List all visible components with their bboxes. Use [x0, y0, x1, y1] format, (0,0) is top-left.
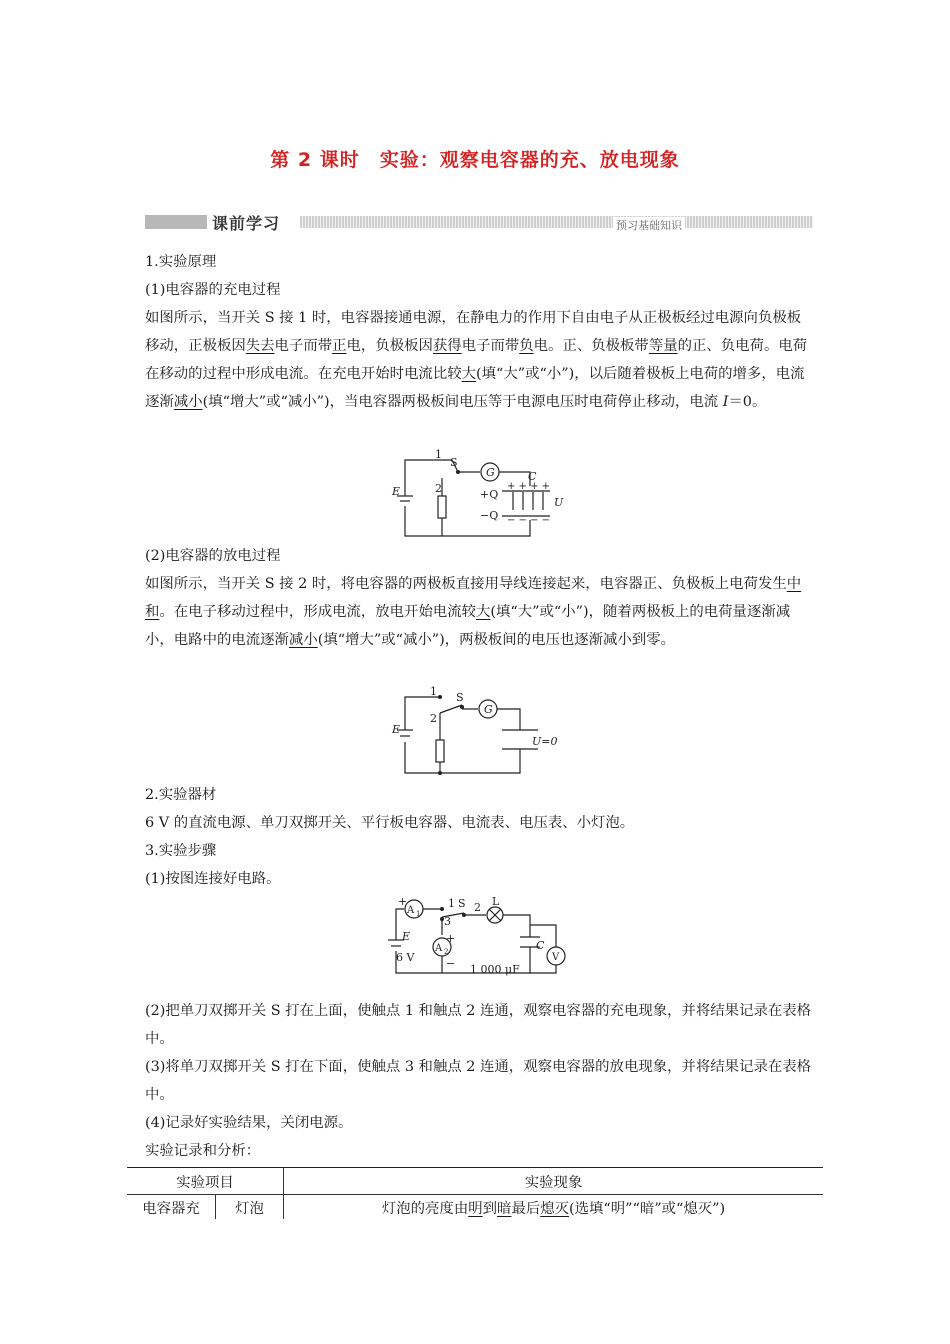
- banner-label: 课前学习: [212, 214, 281, 233]
- section-heading: 2.实验器材: [145, 787, 217, 803]
- svg-text:E: E: [402, 930, 411, 943]
- banner-bar-right: [300, 216, 813, 232]
- record-label: 实验记录和分析：: [145, 1143, 261, 1159]
- table-header: 实验现象: [284, 1168, 824, 1195]
- record-table: [127, 1167, 823, 1219]
- step-3: (3)将单刀双掷开关 S 打在下面，使触点 3 和触点 2 连通，观察电容器的放电现象，并将结果记录在表格中。: [145, 1059, 812, 1103]
- svg-text:2: 2: [474, 901, 481, 914]
- svg-text:2: 2: [430, 712, 437, 725]
- charging-circuit-diagram: [380, 448, 570, 540]
- svg-text:G: G: [486, 466, 495, 479]
- svg-text:1 000 μF: 1 000 μF: [470, 963, 520, 976]
- svg-text:− − − −: − − − −: [507, 515, 551, 526]
- equipment-section: [145, 781, 815, 893]
- svg-text:+: +: [398, 895, 408, 908]
- table-header: 实验项目: [127, 1168, 284, 1195]
- svg-text:A: A: [435, 943, 443, 954]
- table-row: [127, 1195, 823, 1220]
- svg-text:1: 1: [448, 897, 455, 910]
- step-4: (4)记录好实验结果，关闭电源。: [145, 1115, 353, 1131]
- svg-text:−: −: [446, 957, 456, 970]
- discharge-section: [145, 542, 815, 654]
- svg-text:U: U: [554, 496, 564, 509]
- svg-text:C: C: [536, 939, 545, 952]
- svg-text:+: +: [446, 932, 456, 945]
- step-1: (1)按图连接好电路。: [145, 871, 281, 887]
- section-heading: 3.实验步骤: [145, 843, 217, 859]
- svg-text:S: S: [458, 897, 466, 910]
- steps-section: [145, 997, 815, 1165]
- table-header-row: [127, 1168, 823, 1195]
- banner-subtitle: 预习基础知识: [613, 217, 685, 233]
- table-cell: 灯泡的亮度由明到暗最后熄灭(选填“明”“暗”或“熄灭”): [284, 1195, 824, 1220]
- svg-text:G: G: [484, 703, 493, 716]
- svg-text:2: 2: [444, 948, 449, 956]
- banner-bar-left: [145, 215, 207, 229]
- svg-text:+Q: +Q: [480, 488, 499, 501]
- svg-text:+ + + +: + + + +: [507, 481, 551, 492]
- svg-text:1: 1: [430, 685, 437, 698]
- svg-text:E: E: [392, 485, 401, 498]
- step-2: (2)把单刀双掷开关 S 打在上面，使触点 1 和触点 2 连通，观察电容器的充电现象，并将结果记录在表格中。: [145, 1003, 812, 1047]
- svg-text:−Q: −Q: [480, 509, 499, 522]
- table-cell: 灯泡: [216, 1195, 284, 1220]
- svg-text:A: A: [407, 905, 415, 916]
- svg-text:1: 1: [435, 448, 442, 461]
- svg-text:3: 3: [444, 915, 451, 928]
- svg-text:S: S: [456, 691, 464, 704]
- svg-text:U=0: U=0: [532, 735, 558, 748]
- svg-text:1: 1: [416, 910, 421, 918]
- section-heading: 1.实验原理: [145, 254, 217, 270]
- discharging-circuit-diagram: [380, 685, 570, 777]
- table-cell: 电容器充: [142, 1200, 200, 1217]
- experiment-circuit-diagram: [380, 895, 580, 983]
- page-title: 第 2 课时 实验：观察电容器的充、放电现象: [270, 149, 680, 171]
- charging-paragraph: 如图所示，当开关 S 接 1 时，电容器接通电源，在静电力的作用下自由电子从正极板经过电源向负极板移动，正极板因失去电子而带正电，负极板因获得电子而带负电。正、负极板带等量的正、负电荷。电荷在移动的过程中形成电流。在充电开始时电流比较大(填“大”或“小”)，以后随着极板上电荷的增多，电流逐渐减小(填“增大”或“减小”)，当电容器两极板间电压等于电源电压时电荷停止移动，电流 I＝0。: [145, 310, 808, 410]
- svg-text:S: S: [450, 456, 458, 469]
- svg-text:6 V: 6 V: [396, 951, 415, 964]
- section-banner: [145, 212, 813, 232]
- svg-text:2: 2: [435, 482, 442, 495]
- discharging-paragraph: 如图所示，当开关 S 接 2 时，将电容器的两极板直接用导线连接起来，电容器正、负极板上电荷发生中和。在电子移动过程中，形成电流，放电开始电流较大(填“大”或“小”)，随着两极板上的电荷量逐渐减小，电路中的电流逐渐减小(填“增大”或“减小”)，两极板间的电压也逐渐减小到零。: [145, 576, 802, 648]
- svg-text:V: V: [552, 952, 560, 963]
- sub-heading: (2)电容器的放电过程: [145, 548, 281, 564]
- svg-text:L: L: [492, 895, 500, 908]
- sub-heading: (1)电容器的充电过程: [145, 282, 281, 298]
- svg-text:C: C: [528, 470, 537, 483]
- principle-section: [145, 248, 815, 416]
- equipment-list: 6 V 的直流电源、单刀双掷开关、平行板电容器、电流表、电压表、小灯泡。: [145, 815, 635, 831]
- svg-text:E: E: [392, 723, 401, 736]
